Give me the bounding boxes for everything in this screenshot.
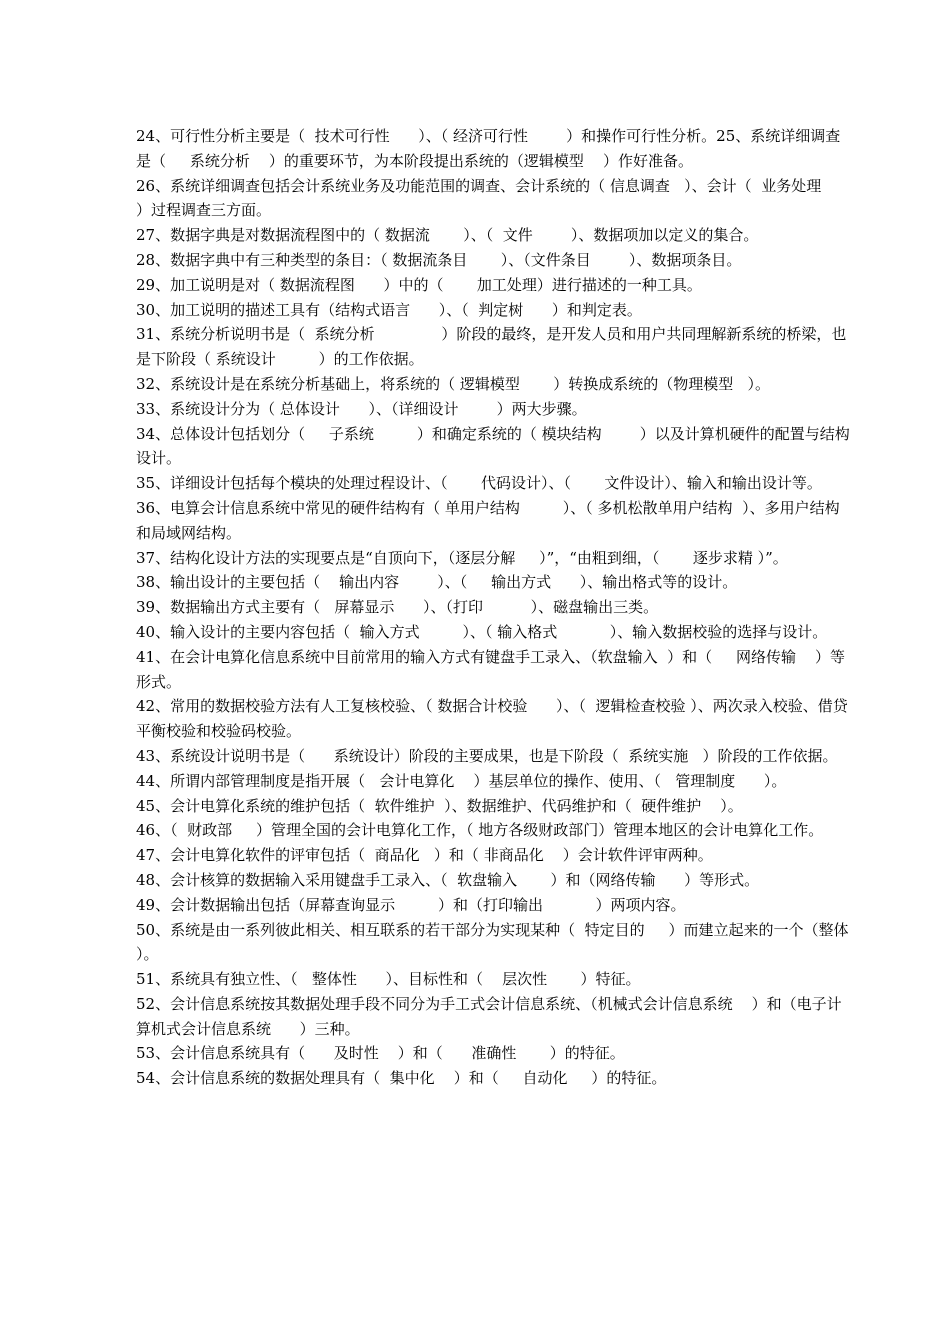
question-49: 49、会计数据输出包括（屏幕查询显示 ）和（打印输出 ）两项内容。 (136, 895, 686, 914)
question-51: 51、系统具有独立性、（ 整体性 ）、目标性和（ 层次性 ）特征。 (136, 970, 641, 989)
question-46: 46、（ 财政部 ）管理全国的会计电算化工作，（ 地方各级财政部门）管理本地区的会计电算化工作。 (136, 821, 824, 840)
question-33: 33、系统设计分为（ 总体设计 ）、（详细设计 ）两大步骤。 (136, 399, 587, 418)
question-27: 27、数据字典是对数据流程图中的（ 数据流 ）、（ 文件 ）、数据项加以定义的集合。 (136, 226, 759, 245)
question-32: 32、系统设计是在系统分析基础上，将系统的（ 逻辑模型 ）转换成系统的（物理模型 ）。 (136, 374, 771, 393)
question-42: 42、常用的数据校验方法有人工复核校验、（ 数据合计校验 ）、（ 逻辑检查校验 ）、两次录入校验、借贷平衡校验和校验码校验。 (136, 697, 848, 741)
question-35: 35、详细设计包括每个模块的处理过程设计、（ 代码设计）、（ 文件设计）、输入和输出设计等。 (136, 474, 822, 493)
question-43: 43、系统设计说明书是（ 系统设计）阶段的主要成果，也是下阶段（ 系统实施 ）阶段的工作依据。 (136, 746, 838, 765)
question-41: 41、在会计电算化信息系统中目前常用的输入方式有键盘手工录入、（软盘输入 ）和（ 网络传输 ）等形式。 (136, 647, 846, 691)
question-39: 39、数据输出方式主要有（ 屏幕显示 ）、（打印 ）、磁盘输出三类。 (136, 598, 659, 617)
question-50: 50、系统是由一系列彼此相关、相互联系的若干部分为实现某种（ 特定目的 ）而建立起来的一个（整体 ）。 (136, 920, 911, 964)
question-36: 36、电算会计信息系统中常见的硬件结构有（ 单用户结构 ）、（ 多机松散单用户结构 ）、多用户结构和局域网结构。 (136, 498, 840, 542)
question-31: 31、系统分析说明书是（ 系统分析 ）阶段的最终，是开发人员和用户共同理解新系统的桥梁，也是下阶段（ 系统设计 ）的工作依据。 (136, 325, 847, 369)
question-54: 54、会计信息系统的数据处理具有（ 集中化 ）和（ 自动化 ）的特征。 (136, 1069, 667, 1088)
question-24-25: 24、可行性分析主要是（ 技术可行性 ）、（ 经济可行性 ）和操作可行性分析。25、系统详细调查是（ 系统分析 ）的重要环节，为本阶段提出系统的（逻辑模型 ）作好准备。 (136, 127, 841, 170)
question-38: 38、输出设计的主要包括（ 输出内容 ）、（ 输出方式 ）、输出格式等的设计。 (136, 573, 738, 592)
question-45: 45、会计电算化系统的维护包括（ 软件维护 ）、数据维护、代码维护和（ 硬件维护 ）。 (136, 796, 743, 815)
question-28: 28、数据字典中有三种类型的条目：（ 数据流条目 ）、（文件条目 ）、数据项条目。 (136, 250, 742, 269)
question-26: 26、系统详细调查包括会计系统业务及功能范围的调查、会计系统的（ 信息调查 ）、会计（ 业务处理 ）过程调查三方面。 (136, 176, 860, 220)
question-29: 29、加工说明是对（ 数据流程图 ）中的（ 加工处理）进行描述的一种工具。 (136, 275, 702, 294)
question-30: 30、加工说明的描述工具有（结构式语言 ）、（ 判定树 ）和判定表。 (136, 300, 642, 319)
document-body (136, 124, 911, 1091)
question-47: 47、会计电算化软件的评审包括（ 商品化 ）和（ 非商品化 ）会计软件评审两种。 (136, 846, 713, 865)
question-40: 40、输入设计的主要内容包括（ 输入方式 ）、（ 输入格式 ）、输入数据校验的选择与设计。 (136, 622, 828, 641)
question-53: 53、会计信息系统具有（ 及时性 ）和（ 准确性 ）的特征。 (136, 1044, 625, 1063)
question-44: 44、所谓内部管理制度是指开展（ 会计电算化 ）基层单位的操作、使用、（ 管理制度 ）。 (136, 771, 787, 790)
question-37: 37、结构化设计方法的实现要点是“自顶向下，（逐层分解 ）”，“由粗到细，（ 逐步求精 ）”。 (136, 548, 788, 567)
question-52: 52、会计信息系统按其数据处理手段不同分为手工式会计信息系统、（机械式会计信息系统 ）和（电子计算机式会计信息系统 ）三种。 (136, 994, 842, 1038)
question-48: 48、会计核算的数据输入采用键盘手工录入、（ 软盘输入 ）和（网络传输 ）等形式。 (136, 870, 760, 889)
question-34: 34、总体设计包括划分（ 子系统 ）和确定系统的（ 模块结构 ）以及计算机硬件的配置与结构设计。 (136, 424, 850, 468)
